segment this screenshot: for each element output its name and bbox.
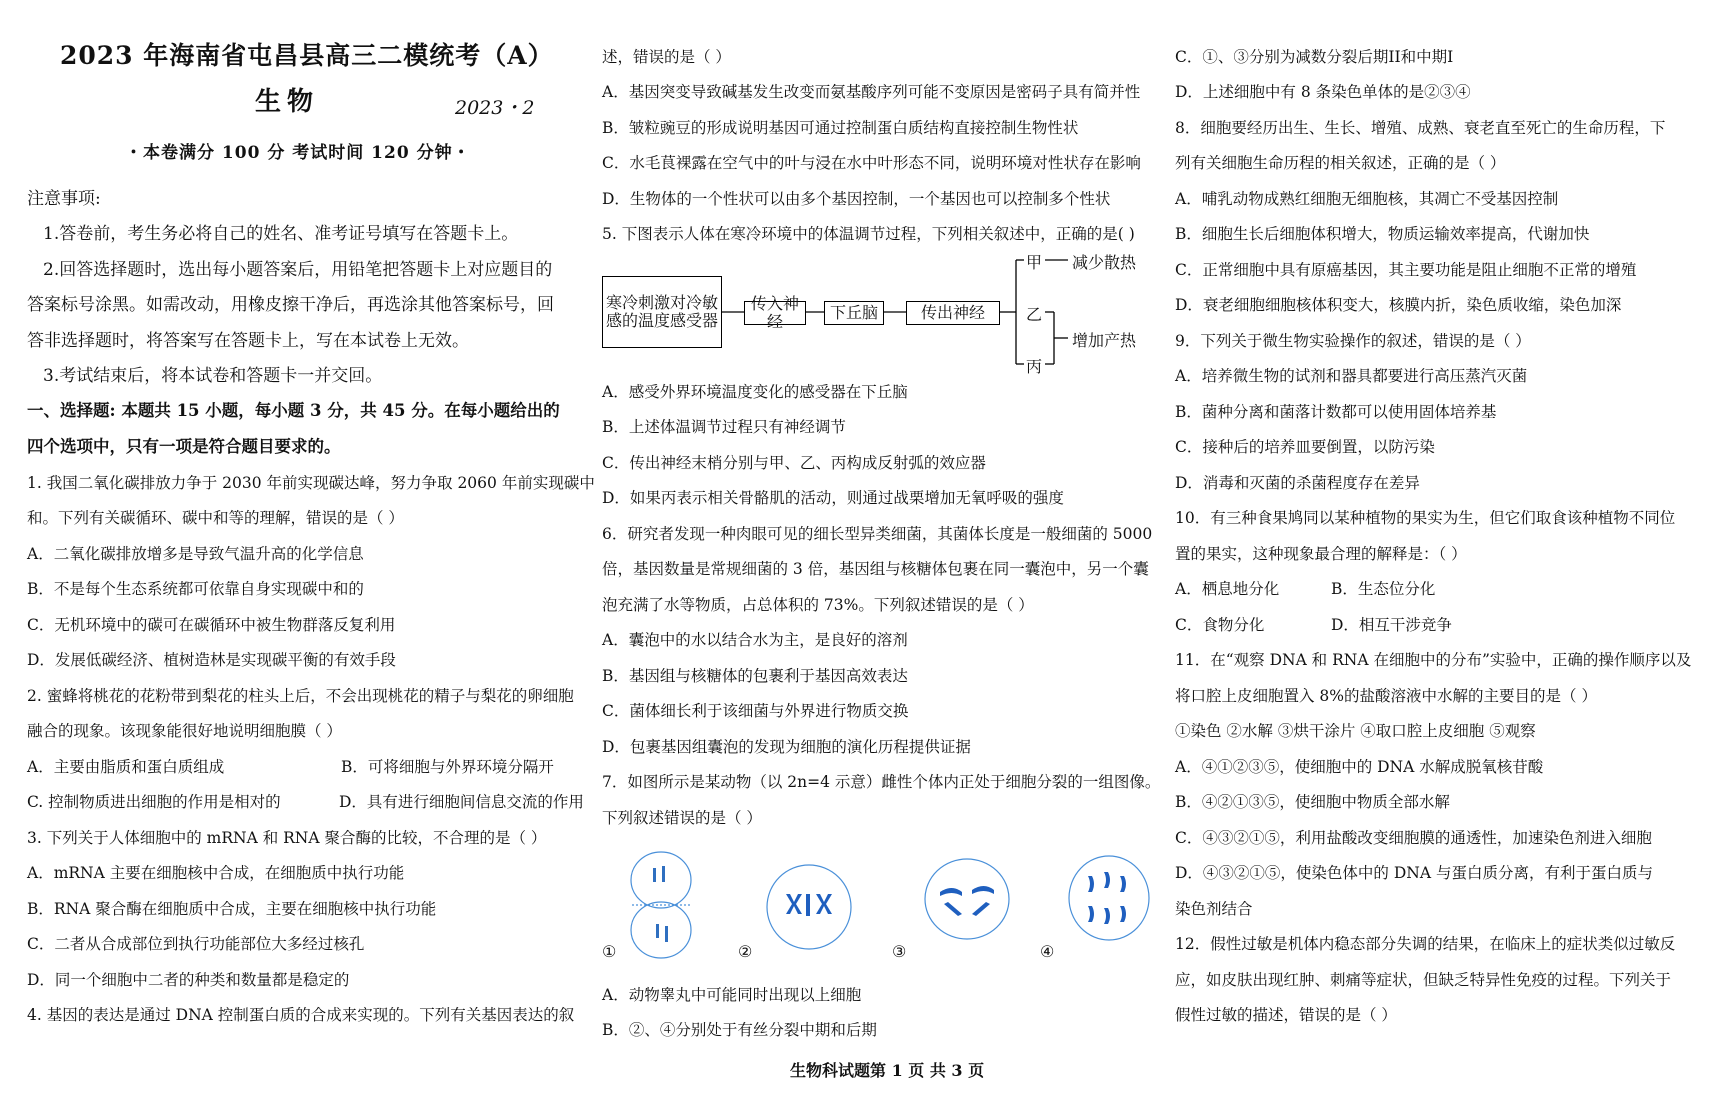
option-line: A．基因突变导致碱基发生改变而氨基酸序列可能不变原因是密码子具有简并性 <box>602 83 1141 101</box>
label-less-heat: 减少散热 <box>1072 253 1137 272</box>
section-heading: 四个选项中，只有一项是符合题目要求的。 <box>27 437 341 456</box>
label-bing: 丙 <box>1026 357 1043 376</box>
exam-title: 2023 年海南省屯昌县高三二模统考（A） <box>60 41 554 70</box>
option-line: D．相互干涉竞争 <box>1331 616 1452 634</box>
option-line: B．菌种分离和菌落计数都可以使用固体培养基 <box>1175 403 1497 421</box>
option-line: B．细胞生长后细胞体积增大，物质运输效率提高，代谢加快 <box>1175 225 1590 243</box>
question-line: 11．在“观察 DNA 和 RNA 在细胞中的分布”实验中，正确的操作顺序以及 <box>1175 651 1692 669</box>
option-line: C．菌体细长利于该细菌与外界进行物质交换 <box>602 702 909 720</box>
cell-3-image <box>922 854 1012 944</box>
question-line: 3. 下列关于人体细胞中的 mRNA 和 RNA 聚合酶的比较，不合理的是（ ） <box>27 829 547 847</box>
question-line: 述，错误的是（ ） <box>602 48 731 66</box>
option-line: A．动物睾丸中可能同时出现以上细胞 <box>602 986 862 1004</box>
option-line: D．发展低碳经济、植树造林是实现碳平衡的有效手段 <box>27 651 396 669</box>
option-line: C．无机环境中的碳可在碳循环中被生物群落反复利用 <box>27 616 396 634</box>
cell-label-2: ② <box>738 942 753 961</box>
question-line: 10．有三种食果鸠同以某种植物的果实为生，但它们取食该种植物不同位 <box>1175 509 1676 527</box>
option-line: D．上述细胞中有 8 条染色单体的是②③④ <box>1175 83 1471 101</box>
option-line: B．不是每个生态系统都可依靠自身实现碳中和的 <box>27 580 364 598</box>
question-line: 列有关细胞生命历程的相关叙述，正确的是（ ） <box>1175 154 1506 172</box>
option-line: D．具有进行细胞间信息交流的作用 <box>339 793 584 811</box>
question-line: 将口腔上皮细胞置入 8%的盐酸溶液中水解的主要目的是（ ） <box>1175 687 1597 705</box>
question-line: 置的果实，这种现象最合理的解释是：（ ） <box>1175 545 1467 563</box>
option-line: C．①、③分别为减数分裂后期II和中期I <box>1175 48 1454 66</box>
option-line: C．④③②①⑤，利用盐酸改变细胞膜的通透性，加速染色剂进入细胞 <box>1175 829 1652 847</box>
subject-title: 生物 <box>255 87 320 117</box>
option-line: C．食物分化 <box>1175 616 1265 634</box>
option-line: D．消毒和灭菌的杀菌程度存在差异 <box>1175 474 1420 492</box>
exam-info: ・本卷满分 100 分 考试时间 120 分钟・ <box>125 143 471 163</box>
hypothalamus-box: 下丘脑 <box>824 301 884 325</box>
option-line: C．水毛茛裸露在空气中的叶与浸在水中叶形态不同，说明环境对性状存在影响 <box>602 154 1141 172</box>
option-line: A．mRNA 主要在细胞核中合成，在细胞质中执行功能 <box>27 864 405 882</box>
question-line: 应，如皮肤出现红肿、刺痛等症状，但缺乏特异性免疫的过程。下列关于 <box>1175 971 1672 989</box>
option-line: C．二者从合成部位到执行功能部位大多经过核孔 <box>27 935 365 953</box>
option-line: B．基因组与核糖体的包裹利于基因高效表达 <box>602 667 908 685</box>
question-line: 倍，基因数量是常规细菌的 3 倍，基因组与核糖体包裹在同一囊泡中，另一个囊 <box>602 560 1149 578</box>
label-jia: 甲 <box>1026 253 1043 272</box>
option-line: A．感受外界环境温度变化的感受器在下丘脑 <box>602 383 908 401</box>
question-line: 假性过敏的描述，错误的是（ ） <box>1175 1006 1397 1024</box>
option-line: A．培养微生物的试剂和器具都要进行高压蒸汽灭菌 <box>1175 367 1528 385</box>
cell-1-image <box>626 850 696 960</box>
step-line: ①染色 ②水解 ③烘干涂片 ④取口腔上皮细胞 ⑤观察 <box>1175 722 1536 740</box>
question-line: 1. 我国二氧化碳排放力争于 2030 年前实现碳达峰，努力争取 2060 年前实现碳中 <box>27 474 595 492</box>
option-line: B．皱粒豌豆的形成说明基因可通过控制蛋白质结构直接控制生物性状 <box>602 119 1079 137</box>
question-line: 下列叙述错误的是（ ） <box>602 809 762 827</box>
option-line: B．生态位分化 <box>1331 580 1436 598</box>
question-line: 和。下列有关碳循环、碳中和等的理解，错误的是（ ） <box>27 509 404 527</box>
question-line: 泡充满了水等物质，占总体积的 73%。下列叙述错误的是（ ） <box>602 596 1034 614</box>
option-line: B．RNA 聚合酶在细胞质中合成，主要在细胞核中执行功能 <box>27 900 437 918</box>
section-heading: 一、选择题: 本题共 15 小题，每小题 3 分，共 45 分。在每小题给出的 <box>27 401 560 420</box>
exam-date: 2023・2 <box>455 97 535 119</box>
option-line: D．包裹基因组囊泡的发现为细胞的演化历程提供证据 <box>602 738 971 756</box>
cell-label-3: ③ <box>892 942 907 961</box>
question-line: 融合的现象。该现象能很好地说明细胞膜（ ） <box>27 722 342 740</box>
option-line: D．同一个细胞中二者的种类和数量都是稳定的 <box>27 971 350 989</box>
option-line: C．正常细胞中具有原癌基因，其主要功能是阻止细胞不正常的增殖 <box>1175 261 1637 279</box>
option-line: A．哺乳动物成熟红细胞无细胞核，其凋亡不受基因控制 <box>1175 190 1559 208</box>
receptor-box: 寒冷刺激对冷敏感的温度感受器 <box>602 276 722 348</box>
option-line: D．④③②①⑤，使染色体中的 DNA 与蛋白质分离，有利于蛋白质与 <box>1175 864 1653 882</box>
note-line: 2.回答选择题时，选出每小题答案后，用铅笔把答题卡上对应题目的 <box>43 260 553 280</box>
option-line: B．上述体温调节过程只有神经调节 <box>602 418 846 436</box>
question-line: 8．细胞要经历出生、生长、增殖、成熟、衰老直至死亡的生命历程，下 <box>1175 119 1666 137</box>
note-line: 1.答卷前，考生务必将自己的姓名、准考证号填写在答题卡上。 <box>43 224 519 244</box>
question-line: 5. 下图表示人体在寒冷环境中的体温调节过程，下列相关叙述中，正确的是( ) <box>602 225 1135 243</box>
question-line: 4. 基因的表达是通过 DNA 控制蛋白质的合成来实现的。下列有关基因表达的叙 <box>27 1006 575 1024</box>
option-line: B．④②①③⑤，使细胞中物质全部水解 <box>1175 793 1450 811</box>
option-line: D．如果丙表示相关骨骼肌的活动，则通过战栗增加无氧呼吸的强度 <box>602 489 1064 507</box>
cell-2-image <box>764 862 854 952</box>
option-line: 染色剂结合 <box>1175 900 1253 918</box>
label-yi: 乙 <box>1026 305 1043 324</box>
note-line: 答非选择题时，将答案写在答题卡上，写在本试卷上无效。 <box>27 331 469 351</box>
cell-label-4: ④ <box>1040 942 1055 961</box>
question-line: 7．如图所示是某动物（以 2n=4 示意）雌性个体内正处于细胞分裂的一组图像。 <box>602 773 1161 791</box>
cell-label-1: ① <box>602 942 617 961</box>
option-line: D．衰老细胞细胞核体积变大，核膜内折，染色质收缩，染色加深 <box>1175 296 1622 314</box>
question-line: 2. 蜜蜂将桃花的花粉带到梨花的柱头上后，不会出现桃花的精子与梨花的卵细胞 <box>27 687 574 705</box>
cell-4-image <box>1064 852 1154 947</box>
option-line: C．传出神经末梢分别与甲、乙、丙构成反射弧的效应器 <box>602 454 986 472</box>
question-line: 12．假性过敏是机体内稳态部分失调的结果，在临床上的症状类似过敏反 <box>1175 935 1676 953</box>
question-line: 9．下列关于微生物实验操作的叙述，错误的是（ ） <box>1175 332 1531 350</box>
question-line: 6．研究者发现一种肉眼可见的细长型异类细菌，其菌体长度是一般细菌的 5000 <box>602 525 1153 543</box>
label-more-heat: 增加产热 <box>1072 331 1137 350</box>
page-footer: 生物科试题第 1 页 共 3 页 <box>790 1061 985 1080</box>
option-line: A．④①②③⑤，使细胞中的 DNA 水解成脱氧核苷酸 <box>1175 758 1544 776</box>
note-line: 答案标号涂黑。如需改动，用橡皮擦干净后，再选涂其他答案标号，回 <box>27 295 554 315</box>
option-line: C．接种后的培养皿要倒置，以防污染 <box>1175 438 1435 456</box>
option-line: A．栖息地分化 <box>1175 580 1280 598</box>
option-line: D．生物体的一个性状可以由多个基因控制，一个基因也可以控制多个性状 <box>602 190 1111 208</box>
note-line: 3.考试结束后，将本试卷和答题卡一并交回。 <box>43 366 383 386</box>
option-line: A．囊泡中的水以结合水为主，是良好的溶剂 <box>602 631 908 649</box>
notes-heading: 注意事项: <box>27 189 101 209</box>
thermoregulation-diagram <box>602 248 1162 378</box>
cell-division-figure <box>602 850 1162 970</box>
option-line: B．可将细胞与外界环境分隔开 <box>341 758 554 776</box>
efferent-nerve-box: 传出神经 <box>906 301 1000 325</box>
afferent-nerve-box: 传入神经 <box>744 301 806 325</box>
option-line: A．二氧化碳排放增多是导致气温升高的化学信息 <box>27 545 364 563</box>
option-line: B．②、④分别处于有丝分裂中期和后期 <box>602 1021 877 1039</box>
option-line: C. 控制物质进出细胞的作用是相对的 <box>27 793 281 811</box>
option-line: A．主要由脂质和蛋白质组成 <box>27 758 225 776</box>
